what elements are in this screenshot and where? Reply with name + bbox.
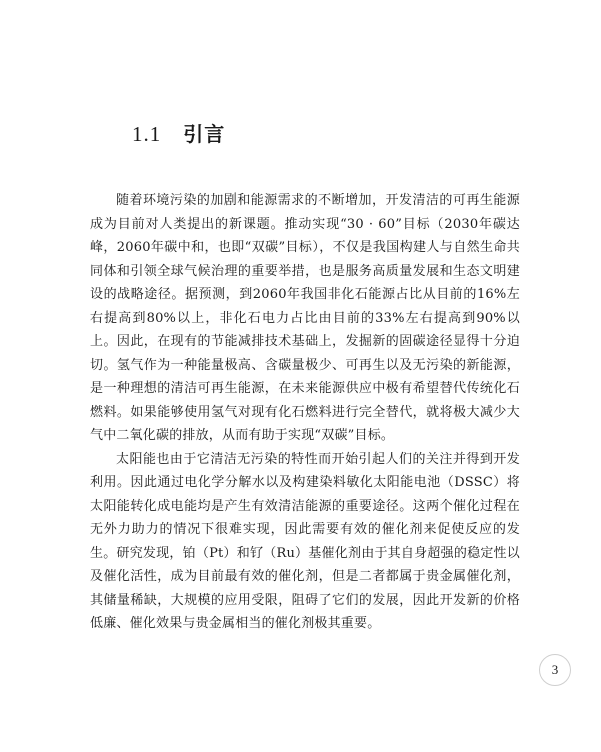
- section-title: 引言: [183, 122, 226, 146]
- page-number: 3: [539, 654, 571, 686]
- section-number: 1.1: [132, 122, 162, 146]
- paragraph-1: 随着环境污染的加剧和能源需求的不断增加，开发清洁的可再生能源成为目前对人类提出的新课题。推动实现“30 · 60”目标（2030年碳达峰，2060年碳中和，也即“双碳”目标），不仅是我国构建人与自然生命共同体和引领全球气候治理的重要举措，也是服务高质量发展和生态文明建设的战略途径。据预测，到2060年我国非化石能源占比从目前的16%左右提高到80%以上，非化石电力占比由目前的33%左右提高到90%以上。因此，在现有的节能减排技术基础上，发掘新的固碳途径显得十分迫切。氢气作为一种能量极高、含碳量极少、可再生以及无污染的新能源，是一种理想的清洁可再生能源，在未来能源供应中极有希望替代传统化石燃料。如果能够使用氢气对现有化石燃料进行完全替代，就将极大减少大气中二氧化碳的排放，从而有助于实现“双碳”目标。: [90, 193, 520, 443]
- body-text: [90, 189, 520, 636]
- paragraph-2: 太阳能也由于它清洁无污染的特性而开始引起人们的关注并得到开发利用。因此通过电化学分解水以及构建染料敏化太阳能电池（DSSC）将太阳能转化成电能均是产生有效清洁能源的重要途径。这两个催化过程在无外力助力的情况下很难实现，因此需要有效的催化剂来促使反应的发生。研究发现，铂（Pt）和钌（Ru）基催化剂由于其自身超强的稳定性以及催化活性，成为目前最有效的催化剂，但是二者都属于贵金属催化剂，其储量稀缺，大规模的应用受限，阻碍了它们的发展，因此开发新的价格低廉、催化效果与贵金属相当的催化剂极其重要。: [90, 451, 520, 631]
- section-heading: [132, 118, 225, 147]
